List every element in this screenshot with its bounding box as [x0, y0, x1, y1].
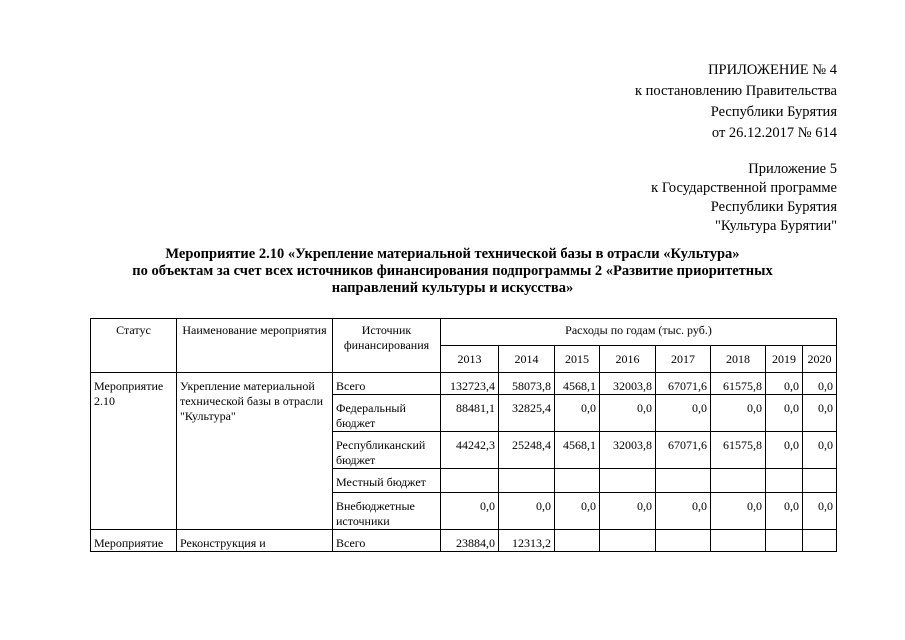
table-body	[91, 373, 837, 552]
header-year: 2014	[499, 346, 555, 373]
cell-value: 0,0	[555, 395, 600, 432]
cell-value	[441, 469, 499, 493]
cell-source: Всего	[333, 530, 441, 552]
header-year: 2018	[711, 346, 766, 373]
cell-value	[803, 530, 837, 552]
cell-value: 0,0	[600, 493, 656, 530]
header-source: Источник финансирования	[333, 319, 441, 373]
cell-value	[555, 530, 600, 552]
cell-value: 0,0	[766, 395, 803, 432]
header-year: 2015	[555, 346, 600, 373]
appendix-4-line: к постановлению Правительства	[635, 83, 837, 99]
cell-name: Реконструкция и	[177, 530, 333, 552]
appendix-4-line: Республики Бурятия	[710, 104, 837, 120]
header-name: Наименование мероприятия	[177, 319, 333, 373]
cell-value	[555, 469, 600, 493]
cell-value: 0,0	[656, 395, 711, 432]
header-year: 2019	[766, 346, 803, 373]
cell-status: Мероприятие 2.10	[91, 373, 177, 530]
appendix-5-line: Республики Бурятия	[710, 199, 837, 215]
header-year: 2013	[441, 346, 499, 373]
cell-value: 67071,6	[656, 432, 711, 469]
cell-value	[711, 530, 766, 552]
cell-value	[766, 530, 803, 552]
cell-value: 0,0	[600, 395, 656, 432]
cell-value: 32003,8	[600, 373, 656, 395]
cell-name: Укрепление материальной технической базы в отрасли "Культура"	[177, 373, 333, 530]
cell-value	[656, 530, 711, 552]
cell-value: 61575,8	[711, 373, 766, 395]
cell-source: Местный бюджет	[333, 469, 441, 493]
cell-value	[499, 469, 555, 493]
cell-value: 0,0	[441, 493, 499, 530]
table-header-row	[91, 319, 837, 346]
header-year: 2020	[803, 346, 837, 373]
cell-value: 23884,0	[441, 530, 499, 552]
cell-value: 32825,4	[499, 395, 555, 432]
cell-value	[711, 469, 766, 493]
cell-value: 0,0	[555, 493, 600, 530]
cell-source: Внебюджетные источники	[333, 493, 441, 530]
cell-value	[766, 469, 803, 493]
cell-value: 0,0	[803, 373, 837, 395]
cell-source: Всего	[333, 373, 441, 395]
table-row	[91, 373, 837, 395]
header-expenses: Расходы по годам (тыс. руб.)	[441, 319, 837, 346]
cell-value: 0,0	[766, 373, 803, 395]
cell-value: 0,0	[766, 432, 803, 469]
cell-status: Мероприятие	[91, 530, 177, 552]
appendix-4-line: от 26.12.2017 № 614	[711, 125, 837, 141]
appendix-5-header	[651, 160, 837, 236]
cell-value: 0,0	[803, 432, 837, 469]
cell-value	[803, 469, 837, 493]
cell-value: 12313,2	[499, 530, 555, 552]
title-line: Мероприятие 2.10 «Укрепление материальной технической базы в отрасли «Культура»	[165, 246, 740, 262]
appendix-5-line: Приложение 5	[748, 161, 837, 177]
cell-source: Республиканский бюджет	[333, 432, 441, 469]
cell-value: 0,0	[711, 395, 766, 432]
cell-value: 25248,4	[499, 432, 555, 469]
document-title	[60, 246, 845, 297]
expenses-table	[90, 318, 837, 552]
cell-value	[600, 530, 656, 552]
cell-value: 0,0	[656, 493, 711, 530]
title-line: направлений культуры и искусства»	[331, 280, 574, 296]
cell-value	[600, 469, 656, 493]
header-year: 2017	[656, 346, 711, 373]
cell-value	[656, 469, 711, 493]
cell-value: 4568,1	[555, 373, 600, 395]
cell-value: 88481,1	[441, 395, 499, 432]
cell-value: 44242,3	[441, 432, 499, 469]
appendix-5-line: к Государственной программе	[651, 180, 837, 196]
cell-value: 67071,6	[656, 373, 711, 395]
appendix-4-line: ПРИЛОЖЕНИЕ № 4	[708, 62, 837, 78]
appendix-4-header	[635, 60, 837, 144]
cell-source: Федеральный бюджет	[333, 395, 441, 432]
appendix-5-line: "Культура Бурятии"	[714, 218, 837, 234]
header-status: Статус	[91, 319, 177, 373]
cell-value: 4568,1	[555, 432, 600, 469]
table-row	[91, 530, 837, 552]
title-line: по объектам за счет всех источников финансирования подпрограммы 2 «Развитие приоритетных	[132, 263, 773, 279]
cell-value: 0,0	[499, 493, 555, 530]
header-year: 2016	[600, 346, 656, 373]
cell-value: 0,0	[803, 395, 837, 432]
cell-value: 0,0	[803, 493, 837, 530]
cell-value: 0,0	[766, 493, 803, 530]
cell-value: 58073,8	[499, 373, 555, 395]
cell-value: 0,0	[711, 493, 766, 530]
cell-value: 61575,8	[711, 432, 766, 469]
cell-value: 132723,4	[441, 373, 499, 395]
cell-value: 32003,8	[600, 432, 656, 469]
